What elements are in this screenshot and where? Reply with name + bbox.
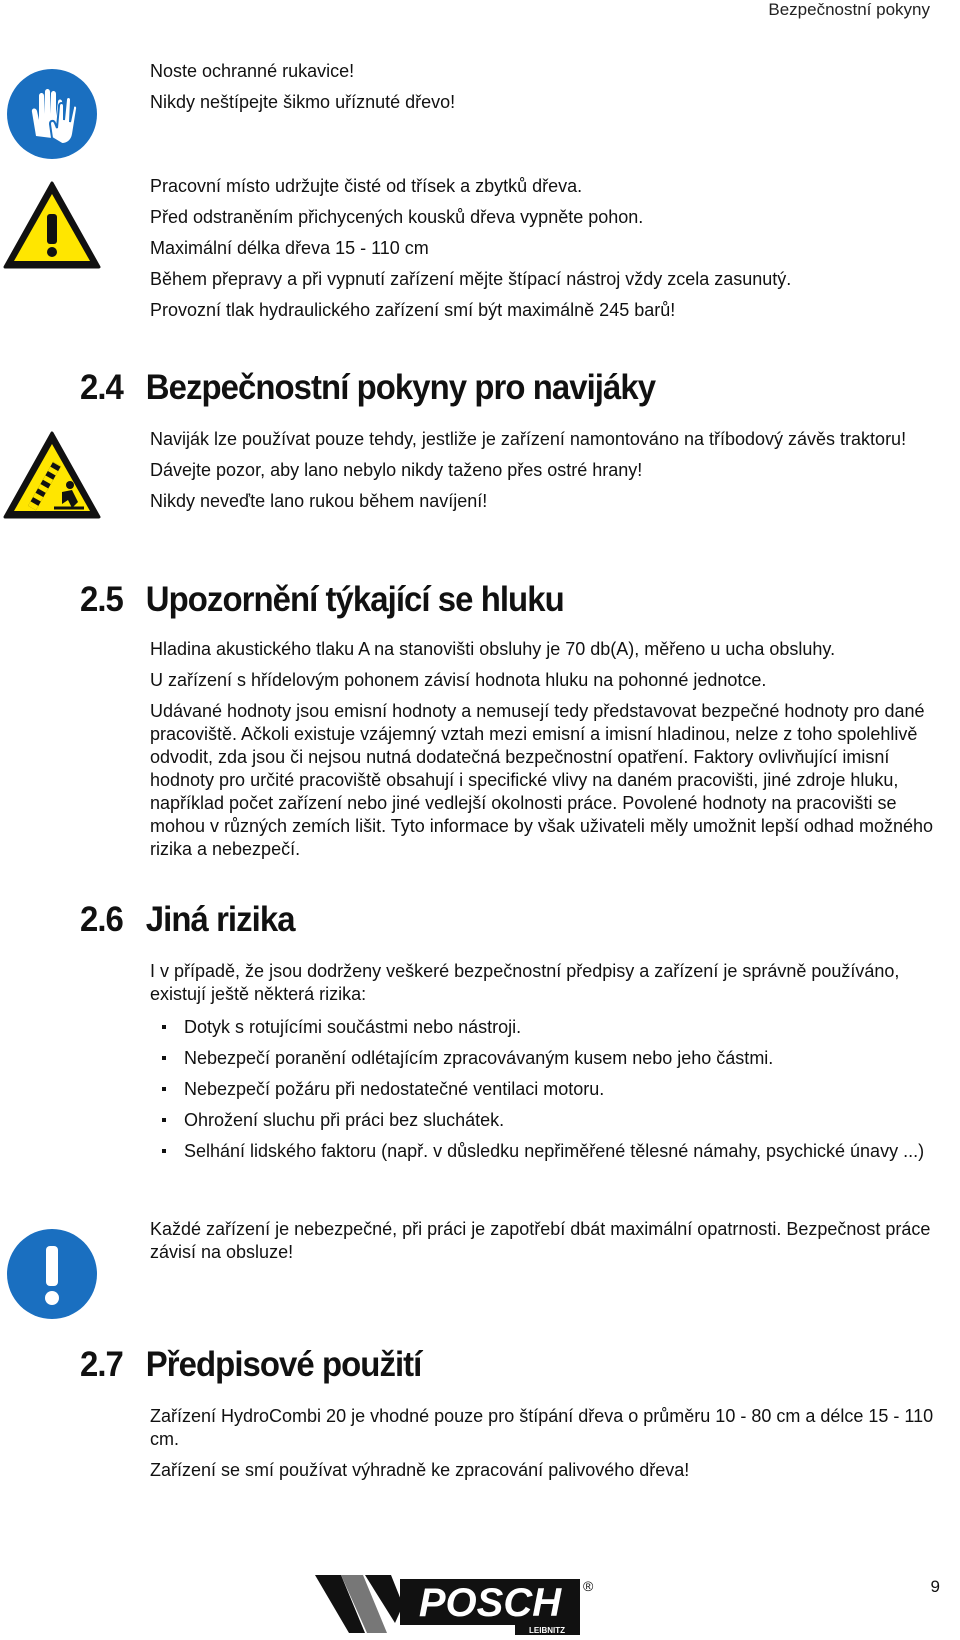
list-item: Dotyk s rotujícími součástmi nebo nástroji. [150, 1016, 950, 1039]
section-number: 2.7 [80, 1345, 123, 1384]
text-line: Pracovní místo udržujte čisté od třísek a zbytků dřeva. [150, 176, 583, 196]
section-title: Jiná rizika [145, 900, 295, 939]
exclamation-circle-icon [6, 1228, 98, 1325]
notice-text-block [150, 1218, 950, 1272]
section-heading-2-5 [80, 580, 564, 620]
text-line: Dávejte pozor, aby lano nebylo nikdy taženo přes ostré hrany! [150, 460, 643, 480]
warning-triangle-icon [2, 180, 102, 275]
text-paragraph: Udávané hodnoty jsou emisní hodnoty a nemusejí tedy představovat bezpečné hodnoty pro dané pracoviště. Ačkoli existuje vzájemný vztah mezi emisní a imisní hladinou, nelze z toho spolehlivě odvodit, zda jsou či nejsou nutná dodatečná bezpečnostní opatření. Faktory ovlivňující imisní hodnoty pro určité pracoviště obsahují i specifické vlivy na daném pracovišti, jiné zdroje hluku, například počet zařízení nebo jiné vedlejší okolnosti práce. Povolené hodnoty na pracovišti se mohou v různých zemích lišit. Tyto informace by však uživateli měly umožnit lepší odhad možného rizika a nebezpečí. [150, 701, 934, 859]
posch-logo [315, 1575, 615, 1640]
text-line: Zařízení se smí používat výhradně ke zpracování palivového dřeva! [150, 1460, 690, 1480]
page-header: Bezpečnostní pokyny [768, 0, 930, 19]
text-paragraph: I v případě, že jsou dodrženy veškeré bezpečnostní předpisy a zařízení je správně používáno, existují ještě některá rizika: [150, 961, 900, 1004]
text-line: U zařízení s hřídelovým pohonem závisí hodnota hluku na pohonné jednotce. [150, 670, 767, 690]
list-item: Selhání lidského faktoru (např. v důsledku nepřiměřené tělesné námahy, psychické únavy ...) [150, 1140, 950, 1163]
text-line: Před odstraněním přichycených kousků dřeva vypněte pohon. [150, 207, 644, 227]
text-paragraph: Každé zařízení je nebezpečné, při práci je zapotřebí dbát maximální opatrnosti. Bezpečnost práce závisí na obsluze! [150, 1219, 931, 1262]
section-heading-2-4 [80, 368, 655, 408]
section-heading-2-7 [80, 1345, 421, 1385]
gloves-icon [6, 68, 98, 165]
text-line: Noste ochranné rukavice! [150, 61, 355, 81]
section-number: 2.4 [80, 368, 123, 407]
list-item: Nebezpečí požáru při nedostatečné ventilaci motoru. [150, 1078, 950, 1101]
text-paragraph: Zařízení HydroCombi 20 je vhodné pouze pro štípání dřeva o průměru 10 - 80 cm a délce 15 - 110 cm. [150, 1406, 934, 1449]
logo-wordmark: POSCH [418, 1581, 562, 1625]
section-number: 2.5 [80, 580, 123, 619]
registered-mark: ® [583, 1578, 594, 1594]
winch-warning-icon [2, 430, 102, 525]
text-line: Nikdy neštípejte šikmo uříznuté dřevo! [150, 92, 456, 112]
section-title: Předpisové použití [145, 1345, 422, 1384]
text-line: Nikdy neveďte lano rukou během navíjení! [150, 491, 488, 511]
section-title: Bezpečnostní pokyny pro navijáky [145, 368, 656, 407]
winch-text-block [150, 428, 950, 521]
text-line: Hladina akustického tlaku A na stanovišti obsluhy je 70 db(A), měřeno u ucha obsluhy. [150, 639, 836, 659]
page-number: 9 [930, 1577, 940, 1596]
risks-list [150, 1016, 950, 1163]
logo-subtext: LEIBNITZ [529, 1626, 565, 1635]
text-line: Maximální délka dřeva 15 - 110 cm [150, 238, 429, 258]
list-item: Ohrožení sluchu při práci bez sluchátek. [150, 1109, 950, 1132]
section-heading-2-6 [80, 900, 295, 940]
text-line: Naviják lze používat pouze tehdy, jestliže je zařízení namontováno na tříbodový závěs traktoru! [150, 429, 907, 449]
text-line: Provozní tlak hydraulického zařízení smí být maximálně 245 barů! [150, 300, 676, 320]
section-title: Upozornění týkající se hluku [145, 580, 564, 619]
warning-text-block [150, 175, 950, 330]
text-line: Během přepravy a při vypnutí zařízení mějte štípací nástroj vždy zcela zasunutý. [150, 269, 792, 289]
gloves-text-block [150, 60, 950, 122]
intended-use-text-block [150, 1405, 950, 1490]
section-number: 2.6 [80, 900, 123, 939]
risks-text-block [150, 960, 950, 1171]
noise-text-block [150, 638, 950, 869]
list-item: Nebezpečí poranění odlétajícím zpracovávaným kusem nebo jeho částmi. [150, 1047, 950, 1070]
